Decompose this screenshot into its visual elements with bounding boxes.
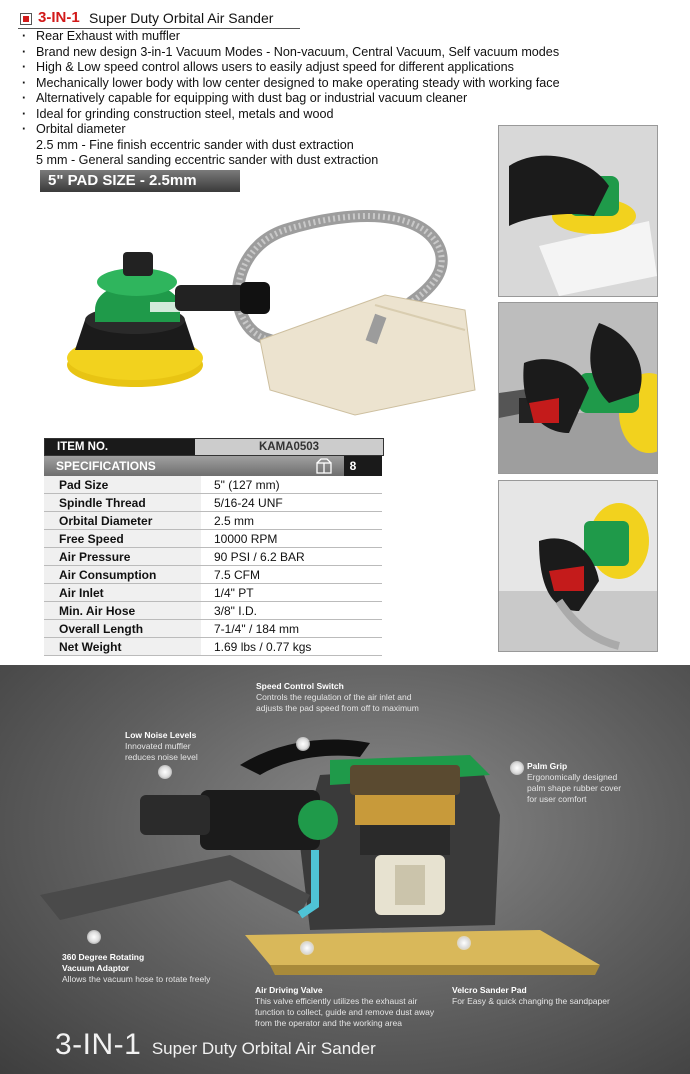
callout-title: Palm Grip	[527, 761, 568, 771]
callout-title: Velcro Sander Pad	[452, 985, 527, 995]
feature-item: · High & Low speed control allows users to easily adjust speed for different applications	[22, 60, 560, 76]
feature-item: · Orbital diameter	[22, 122, 560, 138]
spec-value: 5" (127 mm)	[201, 476, 382, 494]
callout-dot-noise	[158, 765, 172, 779]
spec-key: Min. Air Hose	[44, 602, 201, 620]
callout-text: Innovated muffler	[125, 741, 191, 751]
spec-value: 2.5 mm	[201, 512, 382, 530]
callout-dot-velcro	[457, 936, 471, 950]
spec-key: Net Weight	[44, 638, 201, 656]
callout-text: reduces noise level	[125, 752, 198, 762]
usage-photo-2	[498, 302, 658, 474]
callout-palm-grip	[527, 761, 621, 805]
spec-value: 90 PSI / 6.2 BAR	[201, 548, 382, 566]
callout-vacuum-adaptor	[62, 952, 210, 985]
footer-title-sub: Super Duty Orbital Air Sander	[151, 1039, 376, 1058]
spec-value: 5/16-24 UNF	[201, 494, 382, 512]
footer-title-main: 3-IN-1	[55, 1028, 142, 1061]
specifications-label: SPECIFICATIONS	[56, 459, 156, 473]
callout-low-noise	[125, 730, 198, 763]
specifications-table	[44, 476, 382, 656]
table-row	[44, 548, 382, 566]
feature-list	[22, 29, 560, 169]
feature-item: · Ideal for grinding construction steel, metals and wood	[22, 107, 560, 123]
spec-value: 7.5 CFM	[201, 566, 382, 584]
callout-text: from the operator and the working area	[255, 1018, 402, 1028]
callout-speed-control	[256, 681, 419, 714]
feature-item: · Rear Exhaust with muffler	[22, 29, 560, 45]
spec-value: 3/8" I.D.	[201, 602, 382, 620]
callout-text: for user comfort	[527, 794, 587, 804]
specifications-header	[44, 456, 382, 476]
title-sub: Super Duty Orbital Air Sander	[89, 10, 274, 26]
callout-title: Vacuum Adaptor	[62, 963, 130, 973]
table-row	[44, 638, 382, 656]
callout-text: This valve efficiently utilizes the exhaust air	[255, 996, 418, 1006]
table-row	[44, 476, 382, 494]
square-bullet-icon	[20, 13, 32, 25]
callout-title: Low Noise Levels	[125, 730, 197, 740]
spec-key: Pad Size	[44, 476, 201, 494]
package-box-icon	[316, 458, 332, 474]
spec-key: Air Pressure	[44, 548, 201, 566]
table-row	[44, 620, 382, 638]
callout-text: palm shape rubber cover	[527, 783, 622, 793]
callout-dot-valve	[300, 941, 314, 955]
item-number-value: KAMA0503	[195, 439, 383, 455]
callout-text: Controls the regulation of the air inlet and	[256, 692, 412, 702]
cutaway-diagram	[0, 665, 690, 1074]
callout-dot-speed	[296, 737, 310, 751]
orbital-item: 5 mm - General sanding eccentric sander with dust extraction	[36, 153, 379, 167]
item-number-label: ITEM NO.	[45, 439, 195, 455]
feature-item: · Mechanically lower body with low center designed to make operating steady with working face	[22, 76, 560, 92]
spec-key: Orbital Diameter	[44, 512, 201, 530]
callout-title: 360 Degree Rotating	[62, 952, 145, 962]
spec-value: 1/4" PT	[201, 584, 382, 602]
item-number-row	[44, 438, 384, 456]
spec-value: 1.69 lbs / 0.77 kgs	[201, 638, 382, 656]
callout-velcro-pad	[452, 985, 610, 1007]
table-row	[44, 530, 382, 548]
table-row	[44, 566, 382, 584]
callout-text: adjusts the pad speed from off to maximum	[256, 703, 419, 713]
callout-dot-palm	[510, 761, 524, 775]
title-bar	[18, 8, 300, 29]
usage-photo-1	[498, 125, 658, 297]
product-illustration	[55, 190, 485, 420]
orbital-item: 2.5 mm - Fine finish eccentric sander with dust extraction	[36, 137, 354, 152]
callout-air-valve	[255, 985, 434, 1029]
table-row	[44, 584, 382, 602]
spec-key: Air Consumption	[44, 566, 201, 584]
table-row	[44, 512, 382, 530]
spec-value: 10000 RPM	[201, 530, 382, 548]
callout-title: Air Driving Valve	[255, 985, 323, 995]
spec-key: Spindle Thread	[44, 494, 201, 512]
callout-title: Speed Control Switch	[256, 681, 344, 691]
pad-size-badge: 5" PAD SIZE - 2.5mm	[40, 170, 240, 192]
callout-dot-vacuum	[87, 930, 101, 944]
feature-item: · Brand new design 3-in-1 Vacuum Modes - Non-vacuum, Central Vacuum, Self vacuum modes	[22, 45, 560, 61]
spec-key: Free Speed	[44, 530, 201, 548]
spec-key: Air Inlet	[44, 584, 201, 602]
package-qty: 8	[349, 459, 357, 473]
spec-key: Overall Length	[44, 620, 201, 638]
table-row	[44, 602, 382, 620]
callout-text: For Easy & quick changing the sandpaper	[452, 996, 610, 1006]
callout-text: Allows the vacuum hose to rotate freely	[62, 974, 211, 984]
usage-photo-3	[498, 480, 658, 652]
callout-text: Ergonomically designed	[527, 772, 618, 782]
callout-text: function to collect, guide and remove dust away	[255, 1007, 435, 1017]
footer-title	[55, 1028, 376, 1062]
title-main: 3-IN-1	[38, 9, 80, 26]
spec-value: 7-1/4" / 184 mm	[201, 620, 382, 638]
feature-item: · Alternatively capable for equipping with dust bag or industrial vacuum cleaner	[22, 91, 560, 107]
table-row	[44, 494, 382, 512]
